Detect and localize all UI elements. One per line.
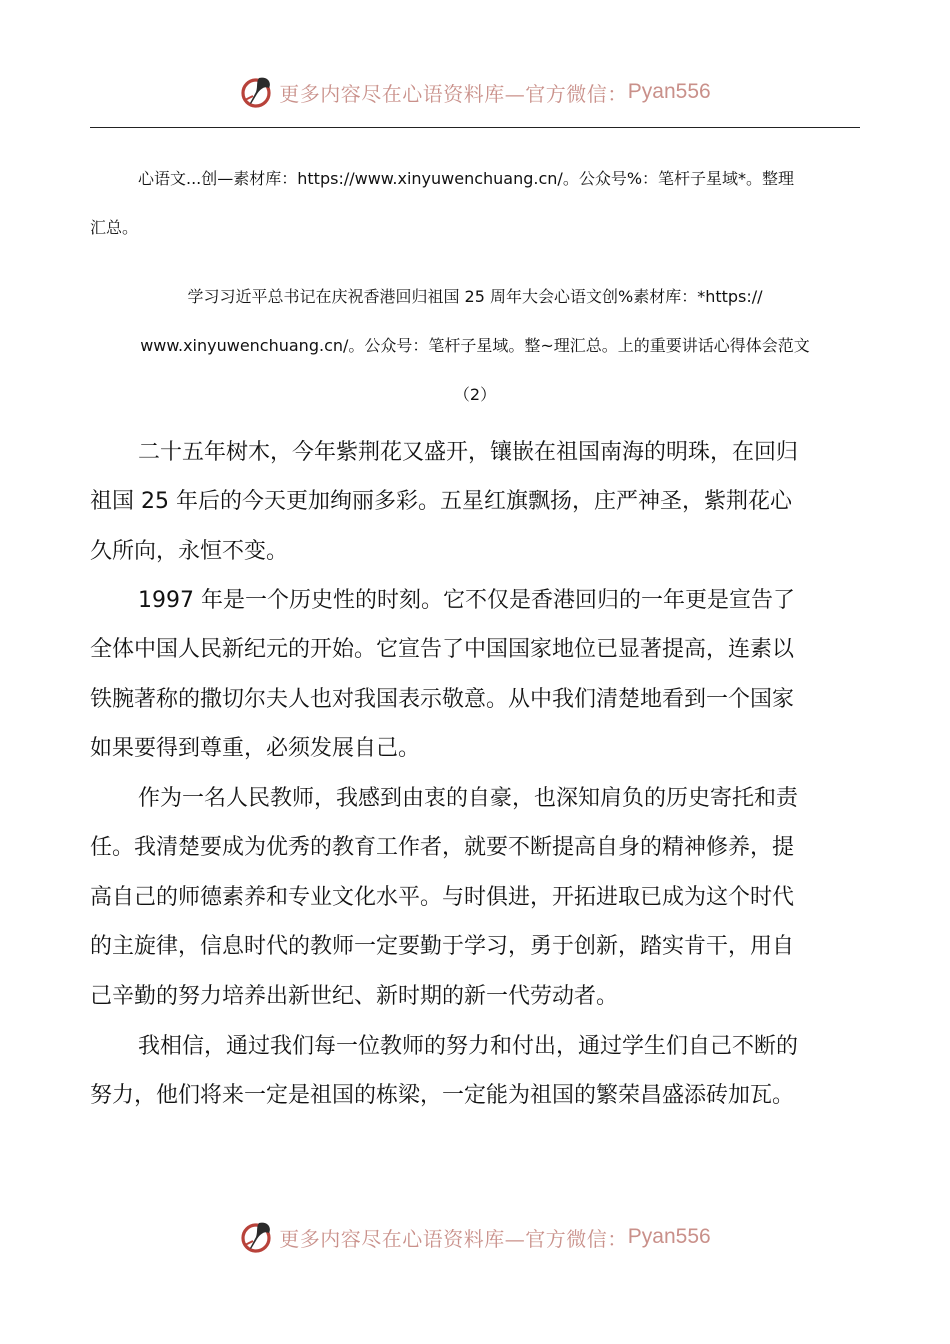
paragraph-line: 努力，他们将来一定是祖国的栋梁，一定能为祖国的繁荣昌盛添砖加瓦。 [90, 1083, 795, 1109]
paragraph-line: 二十五年树木，今年紫荆花又盛开，镶嵌在祖国南海的明珠，在回归 [138, 440, 799, 465]
paragraph-1 [90, 428, 860, 576]
quill-logo-icon [239, 1219, 275, 1255]
paragraph-line: 如果要得到尊重，必须发展自己。 [90, 736, 421, 762]
footer-banner [0, 1215, 950, 1259]
wechat-id: Pyan556 [627, 80, 711, 103]
wechat-id: Pyan556 [627, 1225, 711, 1248]
paragraph-4 [90, 1022, 860, 1121]
paragraph-line: 全体中国人民新纪元的开始。它宣告了中国国家地位已显著提高，连素以 [90, 637, 795, 663]
paragraph-line: 的主旋律，信息时代的教师一定要勤于学习，勇于创新，踏实肯干，用自 [90, 934, 795, 960]
paragraph-line: 铁腕著称的撒切尔夫人也对我国表示敬意。从中我们清楚地看到一个国家 [90, 686, 795, 712]
title-line: www.xinyuwenchuang.cn/。公众号：笔杆子星域。整~理汇总。上的重要讲话心得体会范文 [140, 336, 810, 355]
paragraph-3 [90, 774, 860, 1021]
paragraph-line: 作为一名人民教师，我感到由衷的自豪，也深知肩负的历史寄托和责 [138, 786, 799, 811]
quill-logo-icon [239, 74, 275, 110]
paragraph-line: 己辛勤的努力培养出新世纪、新时期的新一代劳动者。 [90, 983, 619, 1009]
header-divider [90, 127, 860, 128]
title-line: （2） [453, 385, 497, 404]
paragraph-line: 任。我清楚要成为优秀的教育工作者，就要不断提高自身的精神修养，提 [90, 835, 795, 861]
banner-text: 更多内容尽在心语资料库—官方微信： [279, 1226, 628, 1251]
source-note-line: 汇总。 [90, 218, 139, 237]
source-note [90, 154, 860, 252]
paragraph-line: 祖国 25 年后的今天更加绚丽多彩。五星红旗飘扬，庄严神圣，紫荆花心 [90, 489, 792, 515]
banner-text: 更多内容尽在心语资料库—官方微信： [279, 81, 628, 106]
document-title [90, 272, 860, 419]
paragraph-line: 高自己的师德素养和专业文化水平。与时俱进，开拓进取已成为这个时代 [90, 884, 795, 910]
source-note-line: 心语文...创—素材库：https://www.xinyuwenchuang.cn/。公众号%：笔杆子星域*。整理 [138, 169, 795, 188]
header-banner [0, 70, 950, 114]
paragraph-2 [90, 576, 860, 774]
paragraph-line: 我相信，通过我们每一位教师的努力和付出，通过学生们自己不断的 [138, 1034, 799, 1059]
paragraph-line: 1997 年是一个历史性的时刻。它不仅是香港回归的一年更是宣告了 [138, 588, 795, 613]
paragraph-line: 久所向，永恒不变。 [90, 538, 289, 564]
title-line: 学习习近平总书记在庆祝香港回归祖国 25 周年大会心语文创%素材库：*https:// [187, 287, 763, 306]
